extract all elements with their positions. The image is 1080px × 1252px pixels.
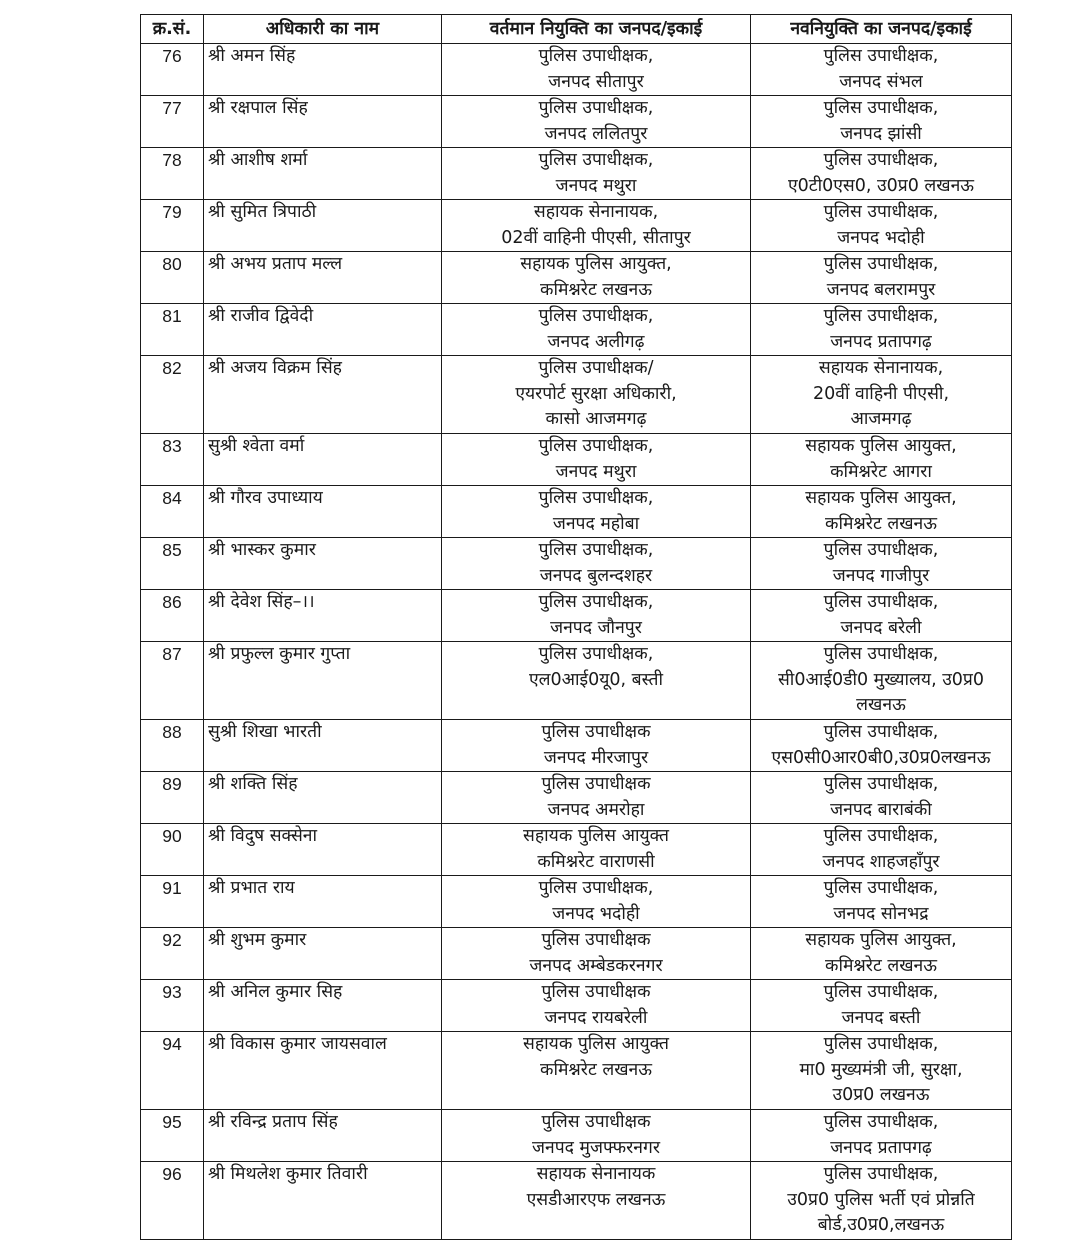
- header-row: [141, 15, 1012, 44]
- current-posting-line: एसडीआरएफ लखनऊ: [526, 1189, 666, 1210]
- header-sno: क्र.सं.: [141, 15, 204, 44]
- current-posting-line: जनपद महोबा: [552, 513, 640, 534]
- table-row: [141, 252, 1012, 304]
- cell-current-posting: [442, 1162, 751, 1240]
- new-posting-line: जनपद संभल: [839, 71, 923, 92]
- cell-sno: 81: [141, 304, 204, 356]
- cell-new-posting: [751, 928, 1012, 980]
- new-posting-line: पुलिस उपाधीक्षक,: [823, 982, 939, 1002]
- cell-new-posting: [751, 1032, 1012, 1110]
- current-posting-line: पुलिस उपाधीक्षक,: [538, 150, 654, 170]
- cell-current-posting: [442, 96, 751, 148]
- table-row: [141, 590, 1012, 642]
- current-posting-line: पुलिस उपाधीक्षक,: [538, 878, 654, 898]
- new-posting-line: जनपद झांसी: [840, 123, 922, 144]
- new-posting-line: जनपद बस्ती: [841, 1007, 921, 1028]
- cell-current-posting: [442, 304, 751, 356]
- current-posting-line: सहायक सेनानायक: [536, 1164, 656, 1184]
- cell-current-posting: [442, 590, 751, 642]
- new-posting-line: पुलिस उपाधीक्षक,: [823, 150, 939, 170]
- table-row: [141, 1162, 1012, 1240]
- current-posting-line: पुलिस उपाधीक्षक: [541, 982, 651, 1002]
- new-posting-line: जनपद प्रतापगढ़: [830, 1137, 932, 1158]
- cell-sno: 87: [141, 642, 204, 720]
- cell-sno: 85: [141, 538, 204, 590]
- cell-current-posting: [442, 824, 751, 876]
- current-posting-line: जनपद मथुरा: [555, 175, 637, 196]
- cell-sno: 78: [141, 148, 204, 200]
- current-posting-line: सहायक सेनानायक,: [533, 202, 659, 222]
- table-body: [141, 44, 1012, 1240]
- new-posting-line: पुलिस उपाधीक्षक,: [823, 202, 939, 222]
- new-posting-line: सहायक पुलिस आयुक्त,: [805, 930, 957, 950]
- cell-current-posting: [442, 148, 751, 200]
- new-posting-line: पुलिस उपाधीक्षक,: [823, 592, 939, 612]
- cell-new-posting: [751, 486, 1012, 538]
- header-current-posting: वर्तमान नियुक्ति का जनपद/इकाई: [442, 15, 751, 44]
- cell-sno: 95: [141, 1110, 204, 1162]
- cell-sno: 91: [141, 876, 204, 928]
- cell-current-posting: [442, 772, 751, 824]
- cell-new-posting: [751, 824, 1012, 876]
- current-posting-line: पुलिस उपाधीक्षक: [541, 930, 651, 950]
- cell-current-posting: [442, 200, 751, 252]
- cell-sno: 92: [141, 928, 204, 980]
- cell-sno: 79: [141, 200, 204, 252]
- cell-new-posting: [751, 356, 1012, 434]
- new-posting-line: सहायक पुलिस आयुक्त,: [805, 436, 957, 456]
- new-posting-line: जनपद गाजीपुर: [832, 565, 930, 586]
- cell-officer-name: श्री सुमित त्रिपाठी: [204, 200, 442, 252]
- current-posting-line: सहायक पुलिस आयुक्त,: [520, 254, 672, 274]
- new-posting-line: उ0प्र0 पुलिस भर्ती एवं प्रोन्नति: [787, 1189, 975, 1210]
- cell-current-posting: [442, 434, 751, 486]
- table-header: [141, 15, 1012, 44]
- cell-sno: 89: [141, 772, 204, 824]
- new-posting-line: जनपद प्रतापगढ़: [830, 331, 932, 352]
- cell-new-posting: [751, 980, 1012, 1032]
- new-posting-line: बोर्ड,उ0प्र0,लखनऊ: [817, 1215, 945, 1235]
- header-officer-name: अधिकारी का नाम: [204, 15, 442, 44]
- cell-current-posting: [442, 356, 751, 434]
- new-posting-line: जनपद शाहजहाँपुर: [822, 851, 940, 872]
- new-posting-line: पुलिस उपाधीक्षक,: [823, 46, 939, 66]
- current-posting-line: जनपद बुलन्दशहर: [539, 565, 653, 586]
- current-posting-line: जनपद अम्बेडकरनगर: [529, 955, 663, 976]
- current-posting-line: पुलिस उपाधीक्षक: [541, 1112, 651, 1132]
- cell-sno: 86: [141, 590, 204, 642]
- cell-current-posting: [442, 928, 751, 980]
- header-new-posting: नवनियुक्ति का जनपद/इकाई: [751, 15, 1012, 44]
- table-row: [141, 720, 1012, 772]
- cell-sno: 88: [141, 720, 204, 772]
- new-posting-line: सहायक सेनानायक,: [818, 358, 944, 378]
- new-posting-line: पुलिस उपाधीक्षक,: [823, 306, 939, 326]
- new-posting-line: पुलिस उपाधीक्षक,: [823, 1034, 939, 1054]
- new-posting-line: 20वीं वाहिनी पीएसी,: [812, 383, 950, 404]
- current-posting-line: पुलिस उपाधीक्षक,: [538, 306, 654, 326]
- new-posting-line: ए0टी0एस0, उ0प्र0 लखनऊ: [787, 175, 975, 196]
- cell-new-posting: [751, 772, 1012, 824]
- current-posting-line: जनपद मीरजापुर: [543, 747, 649, 768]
- cell-officer-name: श्री गौरव उपाध्याय: [204, 486, 442, 538]
- cell-new-posting: [751, 590, 1012, 642]
- cell-sno: 96: [141, 1162, 204, 1240]
- cell-new-posting: [751, 304, 1012, 356]
- new-posting-line: लखनऊ: [856, 695, 906, 715]
- cell-new-posting: [751, 148, 1012, 200]
- current-posting-line: जनपद अमरोहा: [547, 799, 645, 820]
- cell-officer-name: श्री रक्षपाल सिंह: [204, 96, 442, 148]
- cell-sno: 93: [141, 980, 204, 1032]
- cell-officer-name: श्री भास्कर कुमार: [204, 538, 442, 590]
- table-row: [141, 824, 1012, 876]
- cell-officer-name: श्री रविन्द्र प्रताप सिंह: [204, 1110, 442, 1162]
- new-posting-line: जनपद सोनभद्र: [833, 903, 929, 924]
- cell-new-posting: [751, 642, 1012, 720]
- current-posting-line: एयरपोर्ट सुरक्षा अधिकारी,: [515, 383, 677, 404]
- new-posting-line: पुलिस उपाधीक्षक,: [823, 644, 939, 664]
- current-posting-line: पुलिस उपाधीक्षक: [541, 774, 651, 794]
- table-row: [141, 96, 1012, 148]
- cell-current-posting: [442, 44, 751, 96]
- current-posting-line: जनपद अलीगढ़: [547, 331, 645, 352]
- current-posting-line: कासो आजमगढ़: [545, 409, 647, 429]
- current-posting-line: जनपद भदोही: [552, 903, 640, 924]
- table-row: [141, 876, 1012, 928]
- current-posting-line: पुलिस उपाधीक्षक,: [538, 488, 654, 508]
- cell-officer-name: श्री मिथलेश कुमार तिवारी: [204, 1162, 442, 1240]
- current-posting-line: पुलिस उपाधीक्षक,: [538, 644, 654, 664]
- cell-current-posting: [442, 252, 751, 304]
- new-posting-line: जनपद बलरामपुर: [826, 279, 936, 300]
- table-row: [141, 356, 1012, 434]
- cell-officer-name: श्री राजीव द्विवेदी: [204, 304, 442, 356]
- current-posting-line: पुलिस उपाधीक्षक,: [538, 540, 654, 560]
- cell-officer-name: सुश्री श्वेता वर्मा: [204, 434, 442, 486]
- current-posting-line: जनपद मथुरा: [555, 461, 637, 482]
- new-posting-line: जनपद बाराबंकी: [830, 799, 932, 820]
- cell-current-posting: [442, 1032, 751, 1110]
- table-row: [141, 772, 1012, 824]
- cell-sno: 83: [141, 434, 204, 486]
- current-posting-line: पुलिस उपाधीक्षक,: [538, 98, 654, 118]
- new-posting-line: पुलिस उपाधीक्षक,: [823, 1112, 939, 1132]
- cell-current-posting: [442, 538, 751, 590]
- cell-current-posting: [442, 642, 751, 720]
- new-posting-line: एस0सी0आर0बी0,उ0प्र0लखनऊ: [771, 747, 991, 768]
- current-posting-line: पुलिस उपाधीक्षक: [541, 722, 651, 742]
- new-posting-line: कमिश्नरेट लखनऊ: [825, 513, 937, 534]
- cell-new-posting: [751, 538, 1012, 590]
- cell-officer-name: श्री विदुष सक्सेना: [204, 824, 442, 876]
- current-posting-line: पुलिस उपाधीक्षक,: [538, 46, 654, 66]
- table-row: [141, 1032, 1012, 1110]
- current-posting-line: जनपद रायबरेली: [544, 1007, 648, 1028]
- new-posting-line: आजमगढ़: [850, 409, 912, 429]
- cell-new-posting: [751, 1110, 1012, 1162]
- current-posting-line: 02वीं वाहिनी पीएसी, सीतापुर: [501, 227, 691, 248]
- cell-officer-name: श्री प्रफुल्ल कुमार गुप्ता: [204, 642, 442, 720]
- table-row: [141, 980, 1012, 1032]
- cell-sno: 77: [141, 96, 204, 148]
- current-posting-line: जनपद सीतापुर: [548, 71, 644, 92]
- current-posting-line: कमिश्नरेट लखनऊ: [540, 1059, 652, 1080]
- new-posting-line: जनपद बरेली: [840, 617, 922, 638]
- new-posting-line: पुलिस उपाधीक्षक,: [823, 878, 939, 898]
- cell-officer-name: श्री शुभम कुमार: [204, 928, 442, 980]
- new-posting-line: पुलिस उपाधीक्षक,: [823, 540, 939, 560]
- table-row: [141, 642, 1012, 720]
- new-posting-line: कमिश्नरेट लखनऊ: [825, 955, 937, 976]
- new-posting-line: पुलिस उपाधीक्षक,: [823, 254, 939, 274]
- new-posting-line: सहायक पुलिस आयुक्त,: [805, 488, 957, 508]
- cell-current-posting: [442, 486, 751, 538]
- cell-new-posting: [751, 1162, 1012, 1240]
- new-posting-line: पुलिस उपाधीक्षक,: [823, 98, 939, 118]
- table-row: [141, 200, 1012, 252]
- cell-officer-name: श्री शक्ति सिंह: [204, 772, 442, 824]
- new-posting-line: उ0प्र0 लखनऊ: [832, 1085, 930, 1105]
- cell-officer-name: श्री अनिल कुमार सिह: [204, 980, 442, 1032]
- cell-sno: 94: [141, 1032, 204, 1110]
- current-posting-line: पुलिस उपाधीक्षक,: [538, 592, 654, 612]
- cell-officer-name: श्री अजय विक्रम सिंह: [204, 356, 442, 434]
- current-posting-line: कमिश्नरेट लखनऊ: [540, 279, 652, 300]
- table-row: [141, 538, 1012, 590]
- new-posting-line: मा0 मुख्यमंत्री जी, सुरक्षा,: [799, 1059, 963, 1080]
- table-row: [141, 486, 1012, 538]
- new-posting-line: पुलिस उपाधीक्षक,: [823, 826, 939, 846]
- current-posting-line: कमिश्नरेट वाराणसी: [537, 851, 655, 872]
- cell-officer-name: श्री प्रभात राय: [204, 876, 442, 928]
- transfer-table: [140, 14, 1012, 1240]
- cell-new-posting: [751, 876, 1012, 928]
- cell-new-posting: [751, 96, 1012, 148]
- new-posting-line: कमिश्नरेट आगरा: [830, 461, 932, 482]
- cell-officer-name: श्री विकास कुमार जायसवाल: [204, 1032, 442, 1110]
- table-row: [141, 1110, 1012, 1162]
- cell-officer-name: श्री अभय प्रताप मल्ल: [204, 252, 442, 304]
- cell-current-posting: [442, 980, 751, 1032]
- current-posting-line: जनपद जौनपुर: [550, 617, 642, 638]
- cell-officer-name: श्री देवेश सिंह–।।: [204, 590, 442, 642]
- cell-sno: 90: [141, 824, 204, 876]
- current-posting-line: पुलिस उपाधीक्षक,: [538, 436, 654, 456]
- new-posting-line: पुलिस उपाधीक्षक,: [823, 774, 939, 794]
- cell-new-posting: [751, 434, 1012, 486]
- table-row: [141, 434, 1012, 486]
- cell-new-posting: [751, 200, 1012, 252]
- table-row: [141, 304, 1012, 356]
- current-posting-line: जनपद ललितपुर: [544, 123, 648, 144]
- cell-current-posting: [442, 876, 751, 928]
- current-posting-line: सहायक पुलिस आयुक्त: [523, 1034, 669, 1054]
- current-posting-line: जनपद मुजफ्फरनगर: [532, 1137, 660, 1158]
- current-posting-line: पुलिस उपाधीक्षक/: [538, 358, 654, 378]
- cell-current-posting: [442, 720, 751, 772]
- cell-sno: 82: [141, 356, 204, 434]
- cell-officer-name: श्री आशीष शर्मा: [204, 148, 442, 200]
- table-row: [141, 148, 1012, 200]
- current-posting-line: सहायक पुलिस आयुक्त: [523, 826, 669, 846]
- cell-current-posting: [442, 1110, 751, 1162]
- cell-sno: 84: [141, 486, 204, 538]
- new-posting-line: जनपद भदोही: [837, 227, 925, 248]
- table-row: [141, 928, 1012, 980]
- current-posting-line: एल0आई0यू0, बस्ती: [528, 669, 663, 690]
- cell-officer-name: सुश्री शिखा भारती: [204, 720, 442, 772]
- new-posting-line: सी0आई0डी0 मुख्यालय, उ0प्र0: [777, 669, 985, 690]
- cell-sno: 80: [141, 252, 204, 304]
- new-posting-line: पुलिस उपाधीक्षक,: [823, 722, 939, 742]
- cell-new-posting: [751, 44, 1012, 96]
- cell-sno: 76: [141, 44, 204, 96]
- table-row: [141, 44, 1012, 96]
- cell-new-posting: [751, 720, 1012, 772]
- cell-officer-name: श्री अमन सिंह: [204, 44, 442, 96]
- new-posting-line: पुलिस उपाधीक्षक,: [823, 1164, 939, 1184]
- cell-new-posting: [751, 252, 1012, 304]
